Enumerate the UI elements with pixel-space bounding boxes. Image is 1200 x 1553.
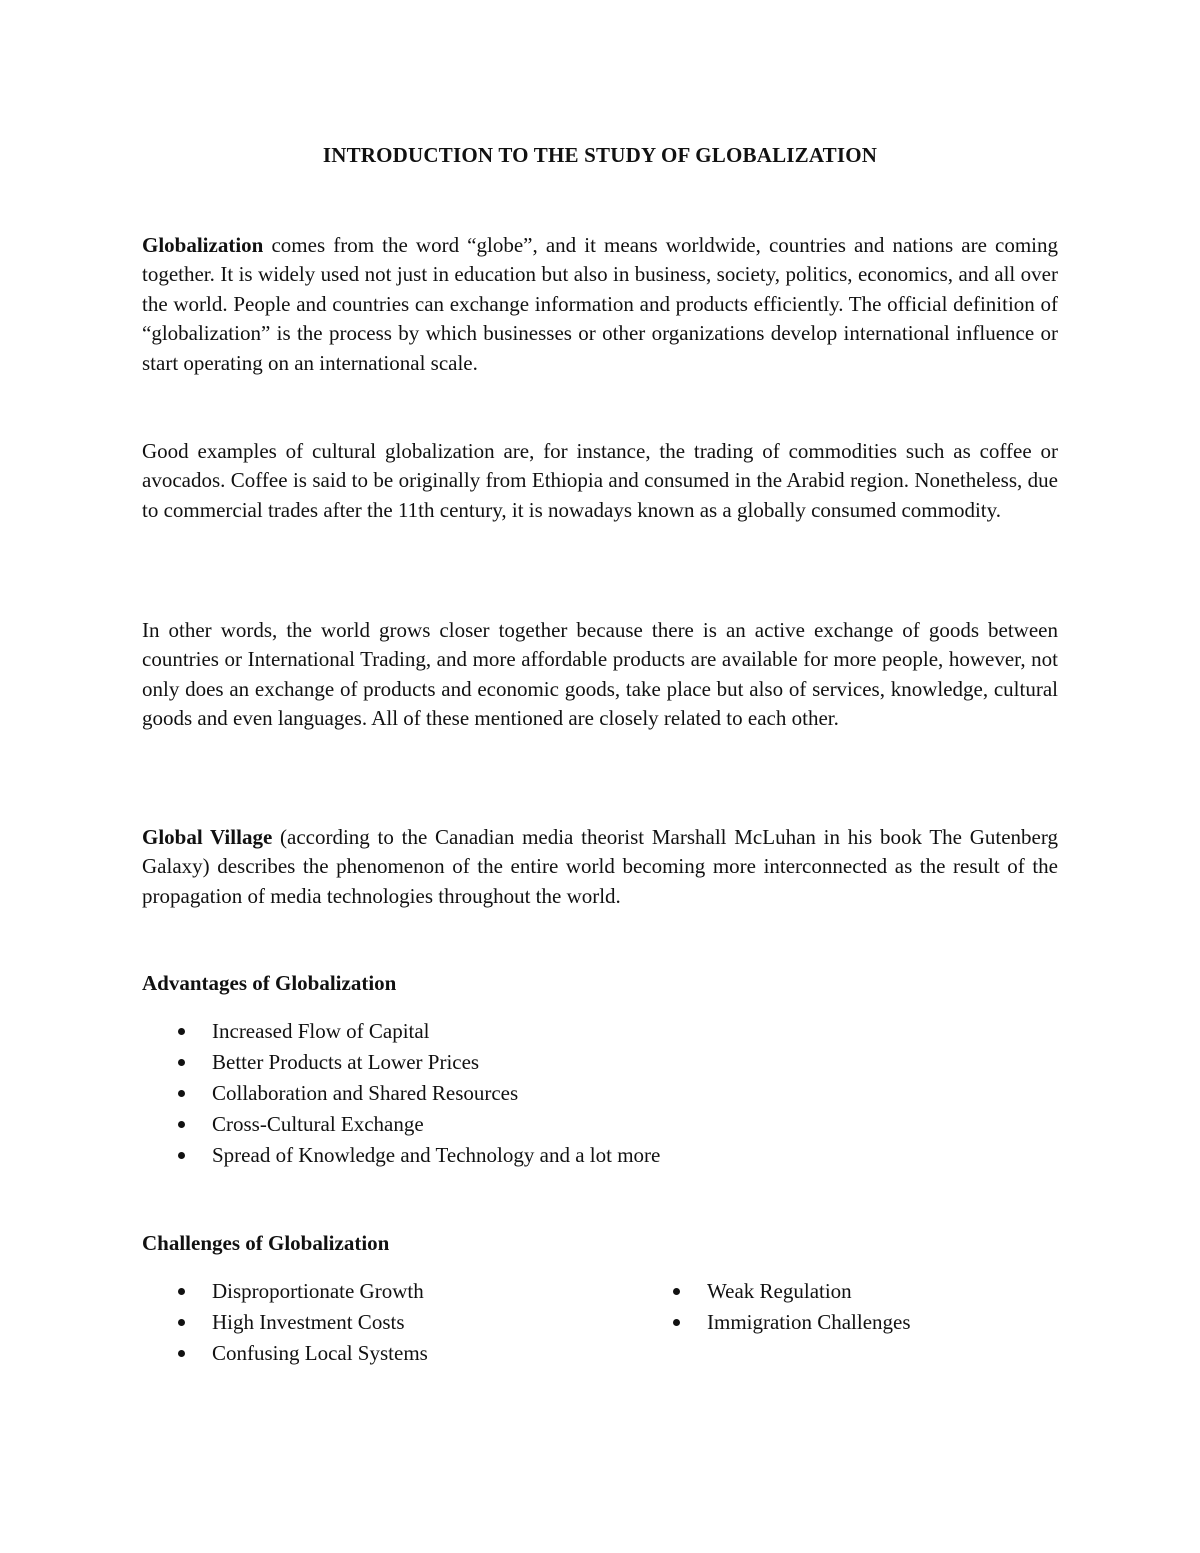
list-item: Better Products at Lower Prices (142, 1047, 660, 1078)
bullet-icon (178, 1090, 185, 1097)
list-item: Immigration Challenges (637, 1307, 911, 1338)
paragraph-global-village (142, 823, 1058, 911)
paragraph-global-village-text: (according to the Canadian media theorist Marshall McLuhan in his book The Gutenberg Galaxy) describes the phenomenon of the entire world becoming more interconnected as the result of the propagation of media technologies throughout the world. (142, 825, 1058, 908)
list-item: Confusing Local Systems (142, 1338, 428, 1369)
list-item: Disproportionate Growth (142, 1276, 428, 1307)
advantages-heading: Advantages of Globalization (142, 971, 397, 995)
paragraph-globalization (142, 231, 1058, 378)
bullet-icon (178, 1319, 185, 1326)
challenges-heading: Challenges of Globalization (142, 1231, 390, 1255)
advantages-list (142, 1016, 660, 1171)
list-item: High Investment Costs (142, 1307, 428, 1338)
term-globalization: Globalization (142, 233, 264, 257)
list-item: Collaboration and Shared Resources (142, 1078, 660, 1109)
list-item: Spread of Knowledge and Technology and a lot more (142, 1140, 660, 1171)
challenges-list-left (142, 1276, 428, 1369)
bullet-icon (178, 1121, 185, 1128)
term-global-village: Global Village (142, 825, 273, 849)
bullet-icon (178, 1350, 185, 1357)
challenges-list-right (637, 1276, 911, 1338)
list-item: Increased Flow of Capital (142, 1016, 660, 1047)
bullet-icon (673, 1288, 680, 1295)
bullet-icon (178, 1059, 185, 1066)
bullet-icon (178, 1152, 185, 1159)
bullet-icon (178, 1028, 185, 1035)
bullet-icon (178, 1288, 185, 1295)
bullet-icon (673, 1319, 680, 1326)
paragraph-other-words: In other words, the world grows closer together because there is an active exchange of goods between countries or International Trading, and more affordable products are available for more people, however, not only does an exchange of products and economic goods, take place but also of services, knowledge, cultural goods and even languages. All of these mentioned are closely related to each other. (142, 618, 1058, 731)
paragraph-globalization-text: comes from the word “globe”, and it means worldwide, countries and nations are coming together. It is widely used not just in education but also in business, society, politics, economics, and all over the world. People and countries can exchange information and products efficiently. The official definition of “globalization” is the process by which businesses or other organizations develop international influence or start operating on an international scale. (142, 233, 1058, 375)
page-title: INTRODUCTION TO THE STUDY OF GLOBALIZATION (322, 143, 878, 167)
list-item: Cross-Cultural Exchange (142, 1109, 660, 1140)
list-item: Weak Regulation (637, 1276, 911, 1307)
paragraph-cultural-examples: Good examples of cultural globalization are, for instance, the trading of commodities such as coffee or avocados. Coffee is said to be originally from Ethiopia and consumed in the Arabid region. Nonetheless, due to commercial trades after the 11th century, it is nowadays known as a globally consumed commodity. (142, 439, 1058, 522)
